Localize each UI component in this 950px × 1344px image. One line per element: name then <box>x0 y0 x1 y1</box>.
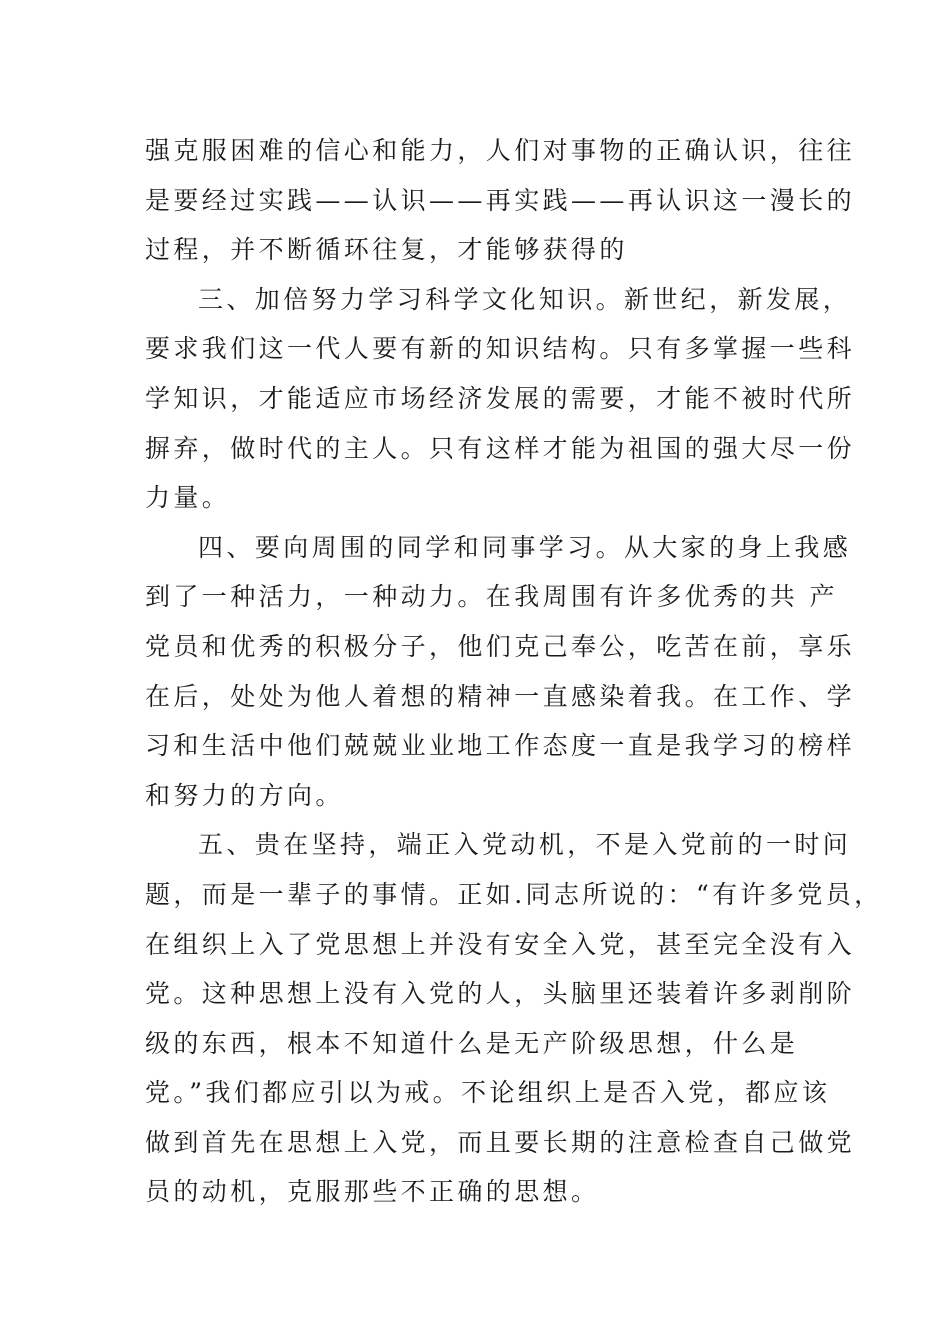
text-line: 要求我们这一代人要有新的知识结构。只有多掌握一些科 <box>145 334 856 364</box>
text-line: 题，而是一辈子的事情。正如.同志所说的：“有许多党员， <box>145 879 883 909</box>
text-line: 党。”我们都应引以为戒。不论组织上是否入党，都应该 <box>145 1078 831 1108</box>
text-line: 力量。 <box>145 483 231 513</box>
text-line: 员的动机，克服那些不正确的思想。 <box>145 1177 600 1207</box>
text-line: 摒弃，做时代的主人。只有这样才能为祖国的强大尽一份 <box>145 433 856 463</box>
paragraph-heading-5: 五、贵在坚持，端正入党动机，不是入党前的一时问 <box>198 830 852 860</box>
text-line: 在组织上入了党思想上并没有安全入党，甚至完全没有入 <box>145 929 856 959</box>
text-line: 在后，处处为他人着想的精神一直感染着我。在工作、学 <box>145 681 856 711</box>
text-line: 习和生活中他们兢兢业业地工作态度一直是我学习的榜样 <box>145 731 856 761</box>
text-line: 做到首先在思想上入党，而且要长期的注意检查自己做党 <box>145 1127 856 1157</box>
text-line: 和努力的方向。 <box>145 780 344 810</box>
text-line: 过程，并不断循环往复，才能够获得的 <box>145 235 628 265</box>
text-line: 到了一种活力，一种动力。在我周围有许多优秀的共 产 <box>145 582 838 612</box>
text-line: 是要经过实践——认识——再实践——再认识这一漫长的 <box>145 185 856 215</box>
text-line: 党。这种思想上没有入党的人，头脑里还装着许多剥削阶 <box>145 979 856 1009</box>
paragraph-heading-3: 三、加倍努力学习科学文化知识。新世纪，新发展， <box>198 284 852 314</box>
text-line: 级的东西，根本不知道什么是无产阶级思想，什么是 <box>145 1028 799 1058</box>
text-line: 党员和优秀的积极分子，他们克己奉公，吃苦在前，享乐 <box>145 631 856 661</box>
text-line: 学知识，才能适应市场经济发展的需要，才能不被时代所 <box>145 383 856 413</box>
paragraph-heading-4: 四、要向周围的同学和同事学习。从大家的身上我感 <box>198 532 852 562</box>
body-text <box>145 126 883 1217</box>
text-line: 强克服困难的信心和能力，人们对事物的正确认识，往往 <box>145 136 856 165</box>
